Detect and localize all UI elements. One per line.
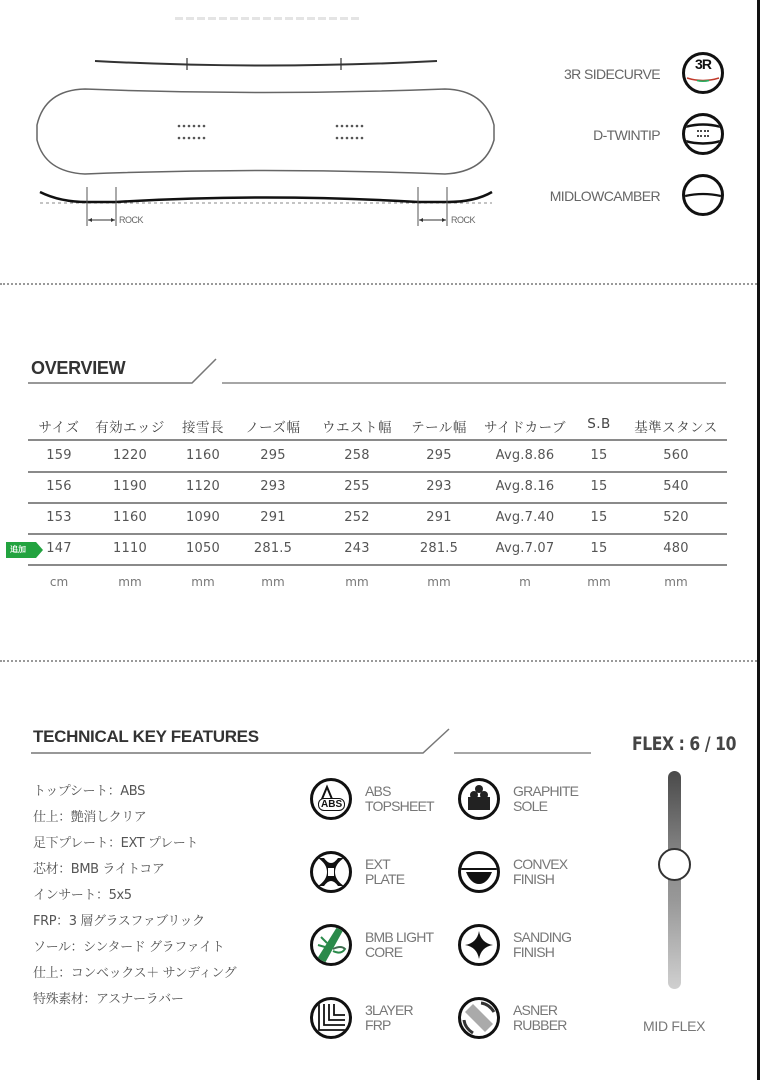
cell-nose-width: 293: [260, 479, 286, 494]
cell-effective-edge: 1190: [113, 479, 147, 494]
unit-label: mm: [587, 575, 611, 589]
table-divider: [28, 502, 727, 504]
cell-waist-width: 243: [344, 541, 370, 556]
shape-feature-label: 3R SIDECURVE: [563, 66, 660, 82]
technical-title: TECHNICAL KEY FEATURES: [33, 727, 259, 746]
cell-effective-edge: 1160: [113, 510, 147, 525]
abs-topsheet-icon: ABS: [310, 778, 352, 820]
cell-tail-width: 291: [426, 510, 452, 525]
cell-tail-width: 293: [426, 479, 452, 494]
cell-stance: 560: [663, 448, 689, 463]
cell-nose-width: 291: [260, 510, 286, 525]
column-header: ノーズ幅: [245, 420, 301, 436]
unit-label: mm: [427, 575, 451, 589]
cell-stance: 520: [663, 510, 689, 525]
cell-contact-length: 1160: [186, 448, 220, 463]
cell-setback: 15: [590, 510, 608, 525]
feature-label: EXT PLATE: [365, 856, 405, 887]
convex-finish-icon: [458, 851, 500, 893]
cell-contact-length: 1120: [186, 479, 220, 494]
feature-label: GRAPHITE SOLE: [513, 783, 579, 814]
spec-item: 仕上：コンベックス＋ サンディング: [33, 966, 237, 981]
table-divider: [28, 471, 727, 473]
spec-item: インサート：5x5: [33, 888, 132, 903]
unit-label: mm: [345, 575, 369, 589]
cell-stance: 540: [663, 479, 689, 494]
column-header: S.B: [587, 416, 611, 432]
spec-item: 足下プレート：EXT プレート: [33, 836, 198, 851]
feature-label: ASNER RUBBER: [513, 1002, 567, 1033]
table-divider: [28, 533, 727, 535]
cell-sidecut: Avg.7.40: [495, 510, 555, 525]
new-size-tag: 追加: [6, 542, 36, 558]
cell-contact-length: 1050: [186, 541, 220, 556]
rock-label-right: ROCK: [451, 215, 476, 225]
overview-title-underline: [28, 355, 728, 390]
column-header: 接雪長: [182, 420, 224, 436]
cell-stance: 480: [663, 541, 689, 556]
midlowcamber-icon: [682, 174, 724, 216]
cell-tail-width: 295: [426, 448, 452, 463]
unit-label: mm: [191, 575, 215, 589]
column-header: サイドカーブ: [484, 420, 566, 436]
graphite-sole-icon: [458, 778, 500, 820]
overview-title: OVERVIEW: [31, 358, 126, 378]
spec-item: 仕上：艶消しクリア: [33, 810, 147, 825]
flex-rating-title: FLEX : 6 / 10: [632, 733, 737, 755]
feature-label: SANDING FINISH: [513, 929, 572, 960]
unit-label: cm: [49, 575, 69, 589]
column-header: テール幅: [411, 420, 467, 436]
spec-item: FRP：3 層グラスファブリック: [33, 914, 205, 929]
cell-sidecut: Avg.7.07: [495, 541, 555, 556]
section-divider: [0, 660, 757, 662]
cropped-heading-fragment: [175, 17, 360, 20]
cell-size: 153: [46, 510, 72, 525]
board-diagram: [0, 40, 520, 240]
cell-tail-width: 281.5: [419, 541, 459, 556]
cell-size: 156: [46, 479, 72, 494]
feature-label: ABS TOPSHEET: [365, 783, 434, 814]
cell-setback: 15: [590, 541, 608, 556]
flex-rating-label: MID FLEX: [643, 1018, 706, 1034]
cell-size: 159: [46, 448, 72, 463]
cell-nose-width: 281.5: [253, 541, 293, 556]
d-twintip-icon: [682, 113, 724, 155]
cell-waist-width: 255: [344, 479, 370, 494]
cell-contact-length: 1090: [186, 510, 220, 525]
cell-setback: 15: [590, 448, 608, 463]
cell-sidecut: Avg.8.16: [495, 479, 555, 494]
table-divider: [28, 564, 727, 566]
spec-item: 芯材：BMB ライトコア: [33, 862, 165, 877]
ext-plate-icon: [310, 851, 352, 893]
asner-rubber-icon: [458, 997, 500, 1039]
spec-item: ソール：シンタード グラファイト: [33, 940, 225, 955]
cell-sidecut: Avg.8.86: [495, 448, 555, 463]
spec-item: 特殊素材：アスナーラバー: [33, 992, 184, 1007]
spec-item: トップシート：ABS: [33, 784, 145, 799]
technical-title-underline: [31, 726, 591, 758]
cell-nose-width: 295: [260, 448, 286, 463]
cell-size: 147: [46, 541, 72, 556]
sanding-finish-icon: [458, 924, 500, 966]
shape-feature-label: D-TWINTIP: [593, 127, 660, 143]
cell-setback: 15: [590, 479, 608, 494]
unit-label: mm: [261, 575, 285, 589]
cell-waist-width: 258: [344, 448, 370, 463]
unit-label: m: [519, 575, 531, 589]
3r-sidecurve-icon: 3R: [682, 52, 724, 94]
flex-scale-indicator: [658, 848, 691, 881]
unit-label: mm: [664, 575, 688, 589]
feature-label: CONVEX FINISH: [513, 856, 568, 887]
rock-label-left: ROCK: [119, 215, 144, 225]
column-header: 有効エッジ: [95, 420, 165, 436]
table-divider: [28, 439, 727, 441]
feature-label: BMB LIGHT CORE: [365, 929, 434, 960]
cell-effective-edge: 1220: [113, 448, 147, 463]
3layer-frp-icon: [310, 997, 352, 1039]
unit-label: mm: [118, 575, 142, 589]
shape-feature-label: MIDLOWCAMBER: [549, 188, 660, 204]
column-header: サイズ: [38, 420, 80, 436]
cell-effective-edge: 1110: [113, 541, 147, 556]
column-header: 基準スタンス: [634, 420, 718, 436]
section-divider: [0, 283, 757, 285]
cell-waist-width: 252: [344, 510, 370, 525]
column-header: ウエスト幅: [322, 420, 392, 436]
feature-label: 3LAYER FRP: [365, 1002, 413, 1033]
bmb-light-core-icon: [310, 924, 352, 966]
